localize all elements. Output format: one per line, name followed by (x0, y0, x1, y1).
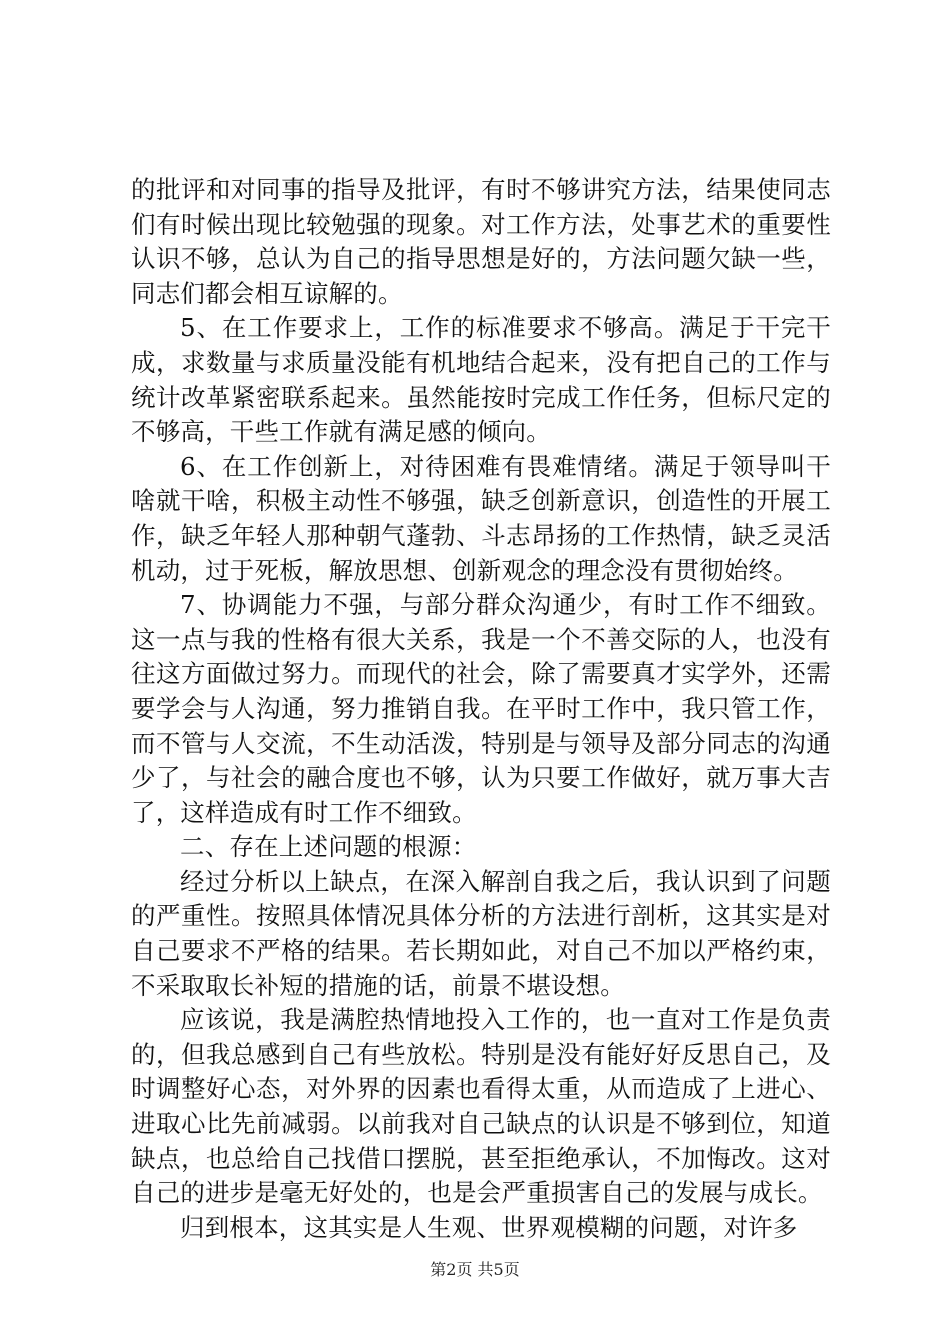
paragraph-continuation: 的批评和对同事的指导及批评，有时不够讲究方法，结果使同志们有时候出现比较勉强的现象。对工作方法，处事艺术的重要性认识不够，总认为自己的指导思想是好的，方法问题欠缺一些，同志们都会相互谅解的。 (131, 175, 831, 308)
document-body (131, 173, 831, 1245)
paragraph-reflection: 应该说，我是满腔热情地投入工作的，也一直对工作是负责的，但我总感到自己有些放松。特别是没有能好好反思自己，及时调整好心态，对外界的因素也看得太重，从而造成了上进心、进取心比先前减弱。以前我对自己缺点的认识是不够到位，知道缺点，也总给自己找借口摆脱，甚至拒绝承认，不加悔改。这对自己的进步是毫无好处的，也是会严重损害自己的发展与成长。 (131, 1005, 831, 1208)
paragraph-item-5: 5、在工作要求上，工作的标准要求不够高。满足于干完干成，求数量与求质量没能有机地结合起来，没有把自己的工作与统计改革紧密联系起来。虽然能按时完成工作任务，但标尺定的不够高，干些工作就有满足感的倾向。 (131, 313, 831, 447)
paragraph-conclusion-start: 归到根本，这其实是人生观、世界观模糊的问题，对许多 (180, 1212, 798, 1242)
page-footer: 第2页 共5页 (430, 1260, 520, 1279)
section-heading-root-causes: 二、存在上述问题的根源： (180, 832, 477, 862)
paragraph-item-6: 6、在工作创新上，对待困难有畏难情绪。满足于领导叫干啥就干啥，积极主动性不够强，缺乏创新意识，创造性的开展工作，缺乏年轻人那种朝气蓬勃、斗志昂扬的工作热情，缺乏灵活机动，过于死板，解放思想、创新观念的理念没有贯彻始终。 (131, 451, 831, 585)
paragraph-analysis: 经过分析以上缺点，在深入解剖自我之后，我认识到了问题的严重性。按照具体情况具体分析的方法进行剖析，这其实是对自己要求不严格的结果。若长期如此，对自己不加以严格约束，不采取取长补短的措施的话，前景不堪设想。 (131, 866, 831, 1000)
paragraph-item-7: 7、协调能力不强，与部分群众沟通少，有时工作不细致。这一点与我的性格有很大关系，我是一个不善交际的人，也没有往这方面做过努力。而现代的社会，除了需要真才实学外，还需要学会与人沟通，努力推销自我。在平时工作中，我只管工作，而不管与人交流，不生动活泼，特别是与领导及部分同志的沟通少了，与社会的融合度也不够，认为只要工作做好，就万事大吉了，这样造成有时工作不细致。 (131, 590, 831, 827)
